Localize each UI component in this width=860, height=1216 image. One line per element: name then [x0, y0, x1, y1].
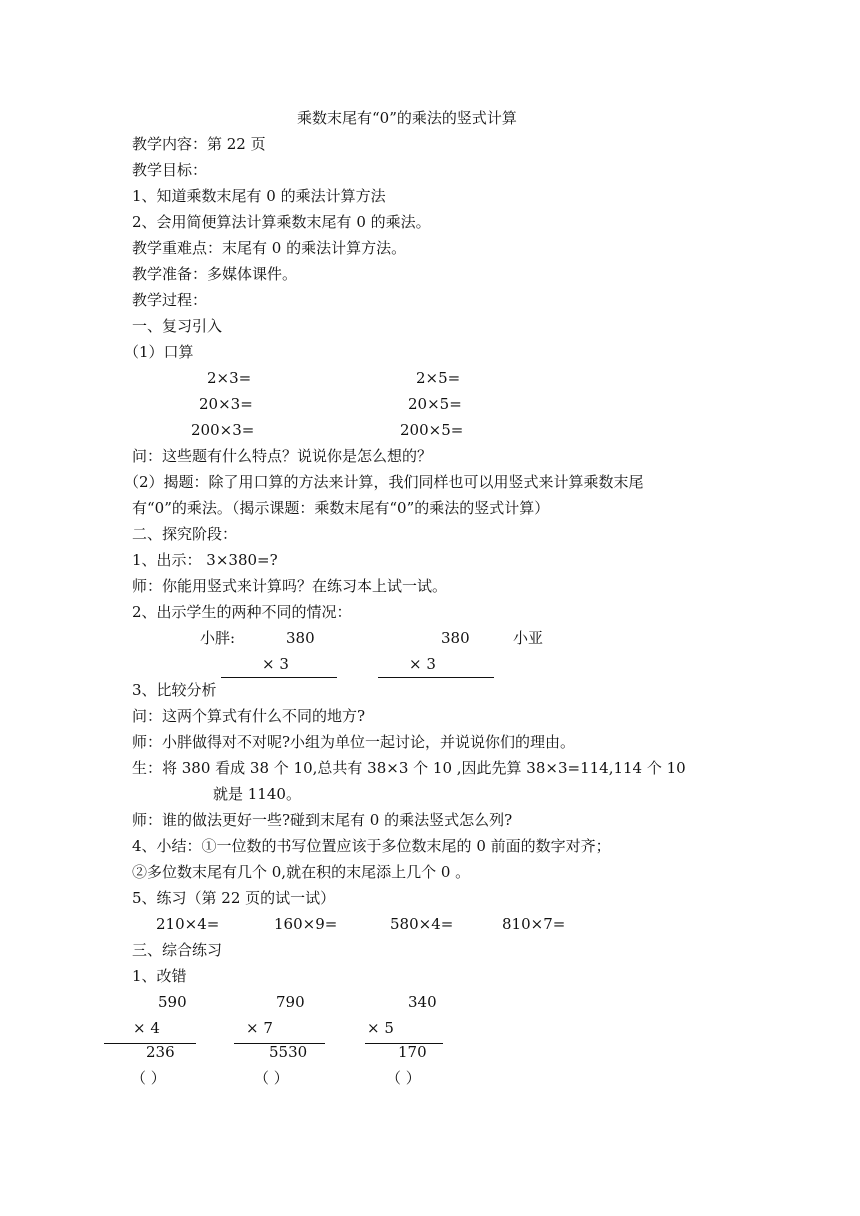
- show-two-cases: 2、出示学生的两种不同的情况：: [132, 603, 352, 621]
- practice-item-2: 160×9=: [274, 915, 338, 933]
- goals-label: 教学目标：: [132, 161, 208, 179]
- reveal-line-2: 有“0”的乘法。（揭示课题：乘数末尾有“0”的乘法的竖式计算）: [132, 499, 550, 517]
- correction-2-multiplier: × 7: [246, 1019, 273, 1037]
- practice-item-1: 210×4=: [156, 915, 220, 933]
- correction-2-result: 5530: [269, 1043, 308, 1061]
- xiaopang-multiplier: × 3: [262, 655, 289, 673]
- show-problem: 1、出示： 3×380=?: [132, 551, 278, 569]
- xiaoya-top-number: 380: [441, 629, 470, 647]
- process-label: 教学过程：: [132, 291, 208, 309]
- correction-1-answer-blank: （ ）: [131, 1069, 166, 1087]
- goal-1: 1、知道乘数末尾有 0 的乘法计算方法: [132, 187, 386, 205]
- correction-1-top: 590: [158, 993, 187, 1011]
- key-points: 教学重难点：末尾有 0 的乘法计算方法。: [132, 239, 407, 257]
- summary-line-1: 4、小结：①一位数的书写位置应该于多位数末尾的 0 前面的数字对齐；: [132, 837, 611, 855]
- teacher-line-3: 师：谁的做法更好一些?碰到末尾有 0 的乘法竖式怎么列?: [132, 811, 513, 829]
- section-1-heading: 一、复习引入: [132, 317, 223, 335]
- practice-item-4: 810×7=: [502, 915, 566, 933]
- correction-3-result: 170: [398, 1043, 427, 1061]
- teacher-line-2: 师：小胖做得对不对呢?小组为单位一起讨论，并说说你们的理由。: [132, 733, 576, 751]
- student-line-1: 生：将 380 看成 38 个 10,总共有 38×3 个 10 ,因此先算 38×3=114,114 个 10: [132, 759, 686, 777]
- teaching-content: 教学内容：第 22 页: [132, 135, 266, 153]
- question-2: 问：这两个算式有什么不同的地方?: [132, 707, 366, 725]
- xiaoya-multiplier: × 3: [409, 655, 436, 673]
- oral-calc-label: （1）口算: [124, 343, 194, 361]
- question-1: 问：这些题有什么特点？说说你是怎么想的？: [132, 447, 433, 465]
- xiaoya-rule: [378, 677, 494, 678]
- summary-line-2: ②多位数末尾有几个 0,就在积的末尾添上几个 0 。: [132, 863, 471, 881]
- section-2-heading: 二、探究阶段：: [132, 525, 238, 543]
- student-line-2: 就是 1140。: [213, 785, 301, 803]
- preparation: 教学准备：多媒体课件。: [132, 265, 298, 283]
- oral-left-2: 20×3=: [199, 395, 253, 413]
- oral-left-1: 2×3=: [207, 369, 252, 387]
- oral-right-3: 200×5=: [400, 421, 464, 439]
- oral-left-3: 200×3=: [191, 421, 255, 439]
- oral-right-2: 20×5=: [408, 395, 462, 413]
- practice-item-3: 580×4=: [390, 915, 454, 933]
- xiaoya-label: 小亚: [513, 629, 544, 647]
- practice-heading: 5、练习（第 22 页的试一试）: [132, 889, 336, 907]
- xiaopang-rule: [221, 677, 337, 678]
- correction-3-multiplier: × 5: [367, 1019, 394, 1037]
- correction-2-answer-blank: （ ）: [254, 1069, 289, 1087]
- correction-1-multiplier: × 4: [133, 1019, 160, 1037]
- page-title: 乘数末尾有“0”的乘法的竖式计算: [297, 109, 517, 127]
- oral-right-1: 2×5=: [416, 369, 461, 387]
- correction-heading: 1、改错: [132, 967, 187, 985]
- goal-2: 2、会用简便算法计算乘数末尾有 0 的乘法。: [132, 213, 431, 231]
- compare-heading: 3、比较分析: [132, 681, 217, 699]
- correction-1-result: 236: [146, 1043, 175, 1061]
- reveal-line-1: （2）揭题：除了用口算的方法来计算，我们同样也可以用竖式来计算乘数末尾: [124, 473, 644, 491]
- xiaopang-top-number: 380: [286, 629, 315, 647]
- teacher-line-1: 师：你能用竖式来计算吗？在练习本上试一试。: [132, 577, 448, 595]
- xiaopang-label: 小胖:: [200, 629, 236, 647]
- section-3-heading: 三、综合练习: [132, 941, 223, 959]
- correction-2-top: 790: [276, 993, 305, 1011]
- correction-3-answer-blank: （ ）: [386, 1069, 421, 1087]
- correction-3-top: 340: [408, 993, 437, 1011]
